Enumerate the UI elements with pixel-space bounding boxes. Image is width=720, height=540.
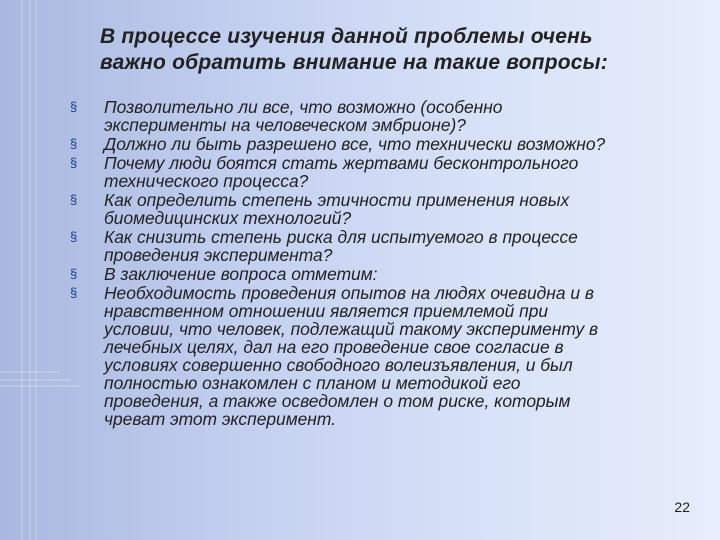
- list-item-line: условии, что человек, подлежащий такому эксперименту в: [104, 319, 599, 339]
- list-item-line: технического процесса?: [104, 171, 309, 191]
- list-item: [70, 135, 710, 153]
- list-item-line: нравственном отношении является приемлемой при: [104, 301, 549, 321]
- page-number: 22: [674, 499, 690, 515]
- list-item-line: биомедицинских технологий?: [104, 208, 352, 228]
- bullet-icon: §: [70, 229, 78, 244]
- list-item-line: проведения, а также осведомлен о том риске, которым: [104, 391, 571, 411]
- list-item: [70, 98, 710, 134]
- list-item-line: проведения эксперимента?: [104, 245, 333, 265]
- list-item-line: чреват этот эксперимент.: [104, 409, 336, 429]
- list-item-line: Позволительно ли все, что возможно (особенно: [104, 97, 503, 117]
- list-item-line: лечебных целях, дал на его проведение свое согласие в: [104, 337, 564, 357]
- list-item-line: условиях совершенно свободного волеизъявления, и был: [104, 355, 573, 375]
- list-item-line: Как определить степень этичности применения новых: [104, 190, 570, 210]
- slide-title-line-1: В процессе изучения данной проблемы очень: [100, 25, 593, 48]
- bullet-icon: §: [70, 99, 78, 114]
- list-item: [70, 265, 710, 283]
- list-item: [70, 228, 710, 264]
- list-item-line: Должно ли быть разрешено все, что технически возможно?: [104, 134, 606, 154]
- list-item-line: эксперименты на человеческом эмбрионе)?: [104, 115, 466, 135]
- bullet-icon: §: [70, 136, 78, 151]
- bullet-icon: §: [70, 155, 78, 170]
- list-item-line: полностью ознакомлен с планом и методикой его: [104, 373, 521, 393]
- bullet-icon: §: [70, 285, 78, 300]
- bullet-icon: §: [70, 192, 78, 207]
- list-item-line: В заключение вопроса отметим:: [104, 264, 378, 284]
- slide-title: [100, 24, 700, 76]
- slide-title-line-2: важно обратить внимание на такие вопросы:: [100, 51, 608, 74]
- bullet-icon: §: [70, 266, 78, 281]
- bullet-list: [70, 98, 710, 429]
- list-item: [70, 154, 710, 190]
- list-item-line: Необходимость проведения опытов на людях очевидна и в: [104, 283, 594, 303]
- list-item-line: Почему люди боятся стать жертвами бесконтрольного: [104, 153, 579, 173]
- list-item-line: Как снизить степень риска для испытуемого в процессе: [104, 227, 578, 247]
- list-item: [70, 191, 710, 227]
- list-item: [70, 284, 710, 428]
